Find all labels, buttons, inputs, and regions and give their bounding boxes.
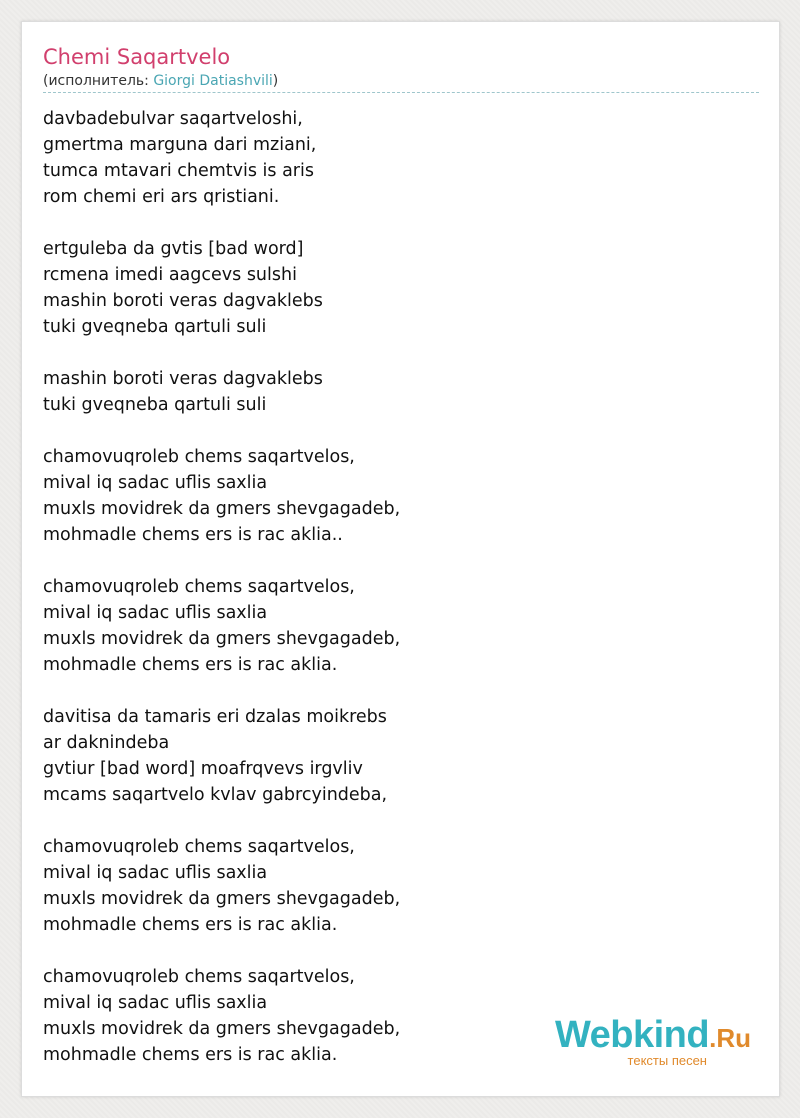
lyric-line: chamovuqroleb chems saqartvelos, [43, 837, 355, 857]
byline-prefix: (исполнитель: [43, 73, 154, 89]
lyric-line: rom chemi eri ars qristiani. [43, 187, 280, 207]
lyric-line: tuki gveqneba qartuli suli [43, 317, 267, 337]
lyric-line: gvtiur [bad word] moafrqvevs irgvliv [43, 759, 363, 779]
lyric-line: ertguleba da gvtis [bad word] [43, 239, 304, 259]
lyric-line: mival iq sadac uflis saxlia [43, 603, 268, 623]
lyric-line: mohmadle chems ers is rac aklia.. [43, 525, 343, 545]
lyric-line: mcams saqartvelo kvlav gabrcyindeba, [43, 785, 388, 805]
lyric-line: ar daknindeba [43, 733, 170, 753]
lyrics-stanza [43, 444, 743, 548]
lyrics-stanza [43, 366, 743, 418]
logo-wordmark [555, 1016, 751, 1057]
lyric-line: chamovuqroleb chems saqartvelos, [43, 967, 355, 987]
title-divider [43, 92, 759, 93]
lyric-line: muxls movidrek da gmers shevgagadeb, [43, 629, 401, 649]
lyrics-stanza [43, 704, 743, 808]
logo-tagline: тексты песен [627, 1053, 707, 1068]
song-title: Chemi Saqartvelo [43, 45, 231, 69]
lyrics-stanza [43, 834, 743, 938]
lyric-line: davitisa da tamaris eri dzalas moikrebs [43, 707, 387, 727]
lyric-line: chamovuqroleb chems saqartvelos, [43, 447, 355, 467]
lyric-line: davbadebulvar saqartveloshi, [43, 109, 303, 129]
lyric-line: mashin boroti veras dagvaklebs [43, 369, 323, 389]
lyrics-body [43, 106, 743, 1094]
lyric-line: mohmadle chems ers is rac aklia. [43, 915, 338, 935]
lyric-line: muxls movidrek da gmers shevgagadeb, [43, 499, 401, 519]
lyric-line: mohmadle chems ers is rac aklia. [43, 1045, 338, 1065]
lyric-line: chamovuqroleb chems saqartvelos, [43, 577, 355, 597]
logo-brand: Webkind [554, 1014, 710, 1056]
artist-byline [43, 72, 278, 90]
site-logo[interactable] [555, 1016, 751, 1068]
lyric-line: rcmena imedi aagcevs sulshi [43, 265, 297, 285]
lyrics-sheet [21, 21, 780, 1097]
lyric-line: mival iq sadac uflis saxlia [43, 863, 268, 883]
lyrics-stanza [43, 574, 743, 678]
lyric-line: mival iq sadac uflis saxlia [43, 473, 268, 493]
artist-link[interactable]: Giorgi Datiashvili [153, 73, 273, 89]
lyric-line: mashin boroti veras dagvaklebs [43, 291, 323, 311]
lyric-line: muxls movidrek da gmers shevgagadeb, [43, 889, 401, 909]
lyric-line: tuki gveqneba qartuli suli [43, 395, 267, 415]
logo-tld: .Ru [709, 1023, 751, 1053]
lyric-line: mohmadle chems ers is rac aklia. [43, 655, 338, 675]
lyrics-stanza [43, 236, 743, 340]
lyric-line: mival iq sadac uflis saxlia [43, 993, 268, 1013]
lyric-line: muxls movidrek da gmers shevgagadeb, [43, 1019, 401, 1039]
lyric-line: gmertma marguna dari mziani, [43, 135, 317, 155]
byline-suffix: ) [272, 73, 279, 89]
lyrics-stanza [43, 106, 743, 210]
lyric-line: tumca mtavari chemtvis is aris [43, 161, 314, 181]
